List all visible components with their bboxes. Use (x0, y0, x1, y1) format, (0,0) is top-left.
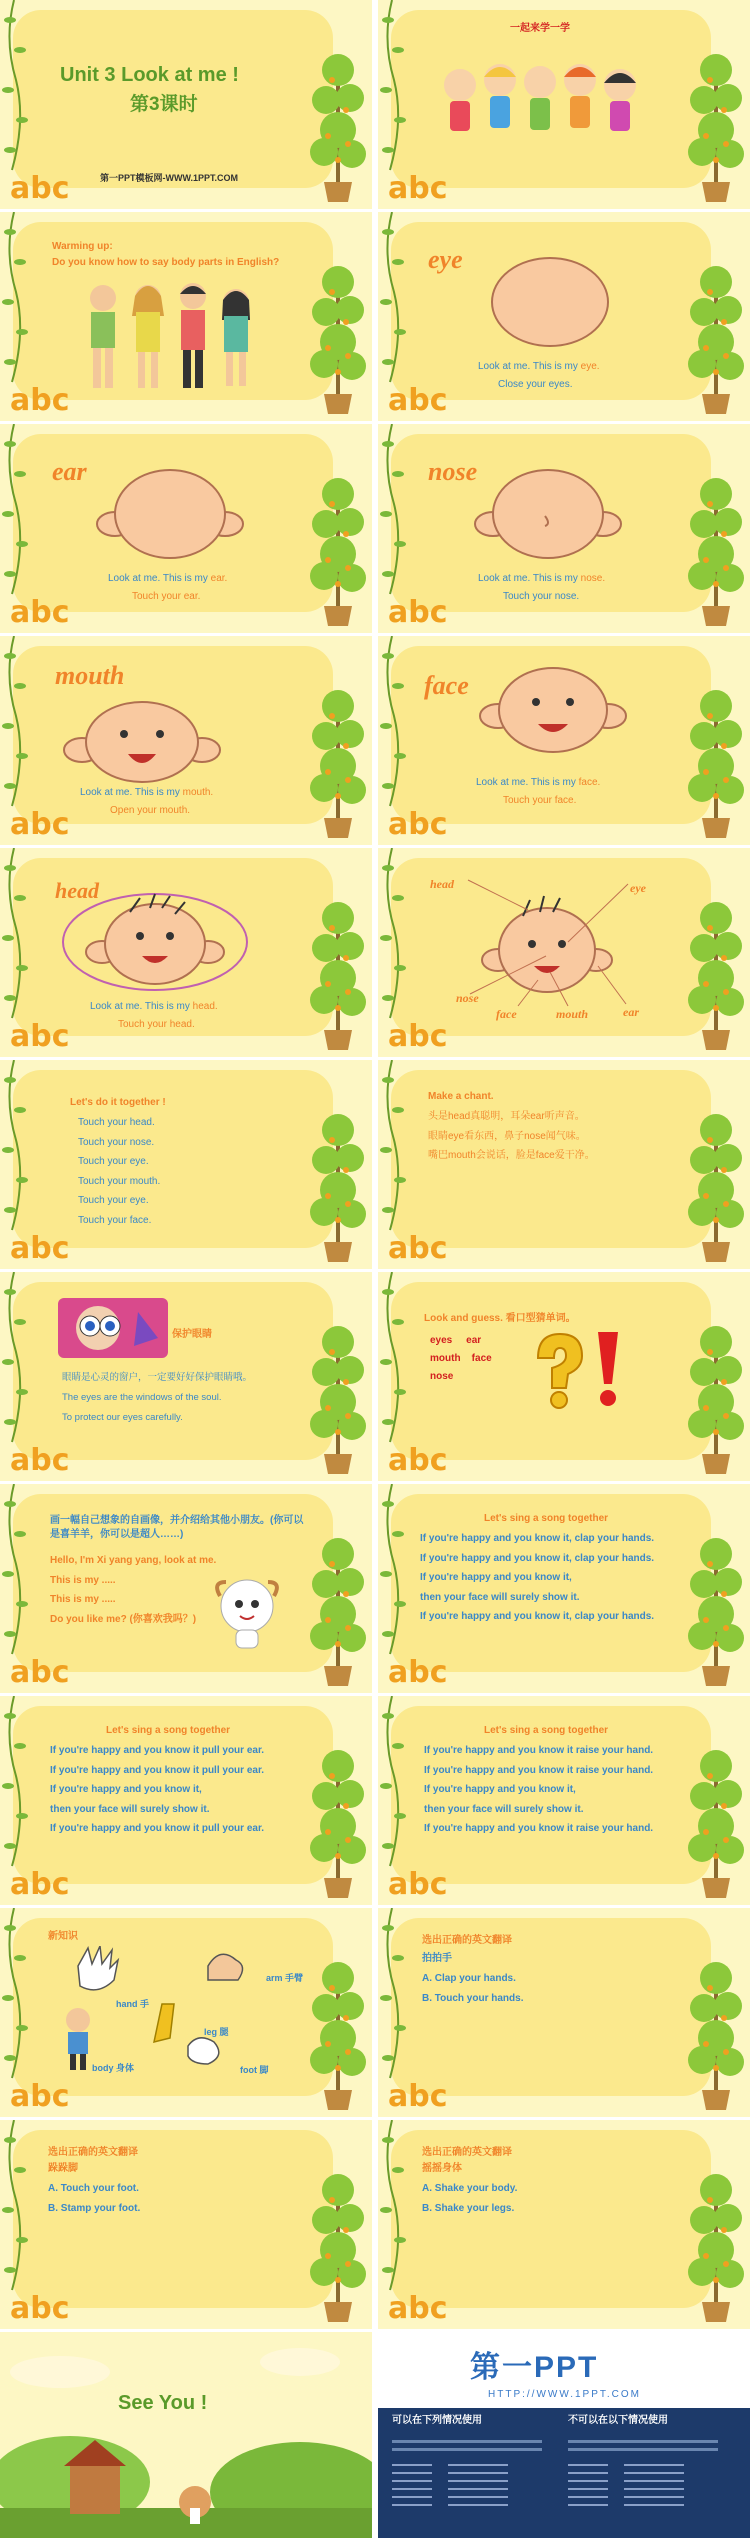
lyric-line: If you're happy and you know it raise your hand. (424, 1823, 654, 1834)
abc-decoration (8, 1652, 78, 1688)
guess-words-row-1: eyes ear (430, 1335, 482, 1346)
option-a[interactable]: A. Touch your foot. (48, 2183, 139, 2194)
vocab-word: mouth (55, 661, 125, 690)
slide-title: 选出正确的英文翻译 (422, 2147, 512, 2158)
label-eye: eye (630, 881, 646, 895)
foot-label: foot 脚 (240, 2065, 269, 2075)
abc-decoration (8, 592, 78, 628)
smiling-face-illustration (478, 664, 628, 764)
svg-text:abc: abc (10, 2291, 70, 2324)
abc-decoration (8, 1228, 78, 1264)
sentence-line: Look at me. This is my eye. (478, 361, 600, 372)
slide-18[interactable] (378, 1696, 750, 1905)
svg-text:abc: abc (10, 383, 70, 416)
vocab-word: face (424, 671, 469, 700)
chant-line: 头是head真聪明，耳朵ear听声音。 (428, 1111, 585, 1122)
abc-decoration (386, 1864, 456, 1900)
lyric-line: If you're happy and you know it, clap your hands. (420, 1611, 655, 1622)
slide-2[interactable] (378, 0, 750, 209)
lyric-line: If you're happy and you know it pull your ear. (50, 1823, 265, 1834)
option-b[interactable]: B. Touch your hands. (422, 1993, 524, 2004)
vocab-word: head (55, 878, 99, 903)
allowed-heading: 可以在下列情况使用 (392, 2415, 482, 2426)
intro-lines (50, 1554, 216, 1632)
instruction-line: Close your eyes. (498, 379, 573, 390)
tree-decoration (308, 252, 368, 417)
bald-face-illustration (488, 254, 612, 350)
sentence-line: Look at me. This is my face. (476, 777, 601, 788)
tree-decoration (308, 1948, 368, 2113)
song-lyrics (424, 1744, 653, 1842)
slide-17[interactable] (0, 1696, 372, 1905)
svg-text:abc: abc (10, 1019, 70, 1052)
slide-13[interactable] (0, 1272, 372, 1481)
boy-icon (66, 2008, 90, 2070)
abc-decoration (8, 804, 78, 840)
slide-9[interactable] (0, 848, 372, 1057)
abc-decoration (8, 2288, 78, 2324)
intro-line: Hello, I'm Xi yang yang, look at me. (50, 1555, 217, 1566)
footer-text: 第一PPT模板网-WWW.1PPT.COM (100, 173, 238, 183)
abc-decoration (386, 2288, 456, 2324)
slide-title: Let's do it together ! (70, 1097, 166, 1108)
svg-text:abc: abc (388, 383, 448, 416)
option-a[interactable]: A. Shake your body. (422, 2183, 518, 2194)
intro-line: Do you like me? (你喜欢我吗？) (50, 1613, 197, 1625)
slide-10[interactable] (378, 848, 750, 1057)
warmup-label: Warming up: (52, 241, 113, 252)
abc-decoration (386, 2076, 456, 2112)
tree-decoration (308, 676, 368, 841)
slide-1[interactable] (0, 0, 372, 209)
svg-text:abc: abc (388, 171, 448, 204)
list-item: Touch your nose. (78, 1136, 155, 1148)
arm-label: arm 手臂 (266, 1973, 304, 1983)
lesson-subtitle: 第3课时 (130, 94, 198, 115)
tree-decoration (308, 464, 368, 629)
list-item: Touch your mouth. (78, 1175, 161, 1187)
lyric-line: If you're happy and you know it raise your hand. (424, 1745, 654, 1756)
prompt-text: 跺跺脚 (48, 2163, 78, 2174)
tree-decoration (308, 2160, 368, 2325)
goodbye-title: See You ! (118, 2392, 208, 2414)
text-line: 眼睛是心灵的窗户，一定要好好保护眼睛哦。 (62, 1372, 253, 1383)
warmup-question: Do you know how to say body parts in English? (52, 257, 280, 268)
site-logo: 第一PPT (470, 2351, 599, 2384)
svg-text:abc: abc (388, 1443, 448, 1476)
list-item: Touch your face. (78, 1214, 152, 1226)
cartoon-girl-illustration (58, 1298, 168, 1358)
leg-icon (154, 2004, 174, 2042)
vocab-word: eye (428, 245, 463, 274)
tree-decoration (686, 1948, 746, 2113)
hand-icon (78, 1946, 118, 1990)
face-with-ears-illustration (95, 466, 245, 562)
tree-decoration (686, 1524, 746, 1689)
tree-decoration (308, 40, 368, 205)
svg-text:abc: abc (10, 1231, 70, 1264)
chant-lines (428, 1110, 595, 1169)
instruction-line: Touch your head. (118, 1019, 195, 1030)
leg-label: leg 腿 (204, 2027, 229, 2037)
text-line: The eyes are the windows of the soul. (62, 1392, 222, 1403)
abc-decoration (8, 1440, 78, 1476)
slide-5[interactable] (0, 424, 372, 633)
tree-decoration (308, 1736, 368, 1901)
slide-20[interactable] (378, 1908, 750, 2117)
label-face: face (496, 1007, 517, 1021)
site-url[interactable]: HTTP://WWW.1PPT.COM (488, 2389, 641, 2400)
label-head: head (430, 877, 454, 891)
svg-text:abc: abc (10, 1655, 70, 1688)
slide-22[interactable] (378, 2120, 750, 2329)
head-circled-illustration (60, 884, 250, 994)
svg-text:abc: abc (388, 1867, 448, 1900)
lyric-line: If you're happy and you know it, (50, 1784, 202, 1795)
svg-text:abc: abc (388, 2291, 448, 2324)
children-illustration (78, 276, 258, 396)
text-line: To protect our eyes carefully. (62, 1412, 183, 1423)
svg-text:abc: abc (10, 171, 70, 204)
hand-label: hand 手 (116, 1999, 149, 2009)
svg-text:abc: abc (388, 1655, 448, 1688)
abc-decoration (386, 168, 456, 204)
chant-line: 眼睛eye看东西，鼻子nose闻气味。 (428, 1130, 586, 1142)
tree-decoration (308, 1100, 368, 1265)
tree-decoration (686, 1100, 746, 1265)
tree-decoration (308, 1524, 368, 1689)
svg-text:abc: abc (10, 2079, 70, 2112)
svg-text:abc: abc (388, 1231, 448, 1264)
option-b[interactable]: B. Stamp your foot. (48, 2203, 141, 2214)
slide-title: Let's sing a song together (484, 1513, 609, 1524)
slide-14[interactable] (378, 1272, 750, 1481)
lyric-line: If you're happy and you know it pull your ear. (50, 1764, 265, 1776)
slide-12[interactable] (378, 1060, 750, 1269)
lyric-line: then your face will surely show it. (420, 1591, 580, 1603)
lyric-line: then your face will surely show it. (50, 1803, 210, 1815)
lyric-line: If you're happy and you know it, clap your hands. (420, 1533, 655, 1544)
list-item: Touch your eye. (78, 1195, 149, 1206)
intro-line: This is my ..... (50, 1574, 116, 1586)
kids-illustration (440, 55, 640, 145)
prompt-text: 拍拍手 (422, 1953, 452, 1964)
tree-decoration (686, 676, 746, 841)
lyric-line: If you're happy and you know it, clap your hands. (420, 1552, 655, 1564)
svg-text:abc: abc (10, 1867, 70, 1900)
chant-line: 嘴巴mouth会说话，脸是face爱干净。 (428, 1150, 595, 1161)
tree-decoration (686, 888, 746, 1053)
svg-text:abc: abc (10, 807, 70, 840)
abc-decoration (8, 168, 78, 204)
fine-print-lines (388, 2436, 740, 2532)
question-exclamation-icon (518, 1328, 628, 1418)
svg-text:abc: abc (388, 1019, 448, 1052)
abc-decoration (386, 1652, 456, 1688)
instruction-line: Touch your face. (503, 795, 577, 806)
instruction-line: Open your mouth. (110, 805, 191, 816)
face-with-mouth-illustration (62, 698, 222, 798)
slide-title: 画一幅自己想象的自画像，并介绍给其他小朋友。(你可以是喜羊羊，你可以是超人……) (50, 1515, 304, 1540)
slide-24[interactable] (378, 2332, 750, 2538)
abc-decoration (386, 804, 456, 840)
lyric-line: then your face will surely show it. (424, 1803, 584, 1815)
action-list (78, 1116, 160, 1233)
lyric-line: If you're happy and you know it raise your hand. (424, 1764, 654, 1776)
svg-text:abc: abc (388, 807, 448, 840)
intro-line: This is my ..... (50, 1594, 116, 1605)
slide-3[interactable] (0, 212, 372, 421)
sentence-line: Look at me. This is my head. (90, 1001, 218, 1012)
slide-title: 保护眼睛 (172, 1329, 212, 1340)
abc-decoration (8, 1016, 78, 1052)
tree-decoration (308, 888, 368, 1053)
slide-title: Look and guess. 看口型猜单词。 (424, 1313, 576, 1324)
option-b[interactable]: B. Shake your legs. (422, 2203, 515, 2214)
lesson-title: Unit 3 Look at me ! (60, 64, 239, 86)
label-nose: nose (456, 991, 479, 1005)
abc-decoration (386, 1228, 456, 1264)
slide-heading: 一起来学一学 (510, 23, 570, 34)
foot-icon (188, 2038, 219, 2064)
tree-decoration (308, 1312, 368, 1477)
slide-6[interactable] (378, 424, 750, 633)
abc-decoration (8, 380, 78, 416)
list-item: Touch your head. (78, 1117, 155, 1128)
sentence-line: Look at me. This is my nose. (478, 573, 606, 584)
slide-7[interactable] (0, 636, 372, 845)
guess-words-row-2: mouth face (430, 1353, 492, 1364)
info-panel (378, 2408, 750, 2538)
slide-card (13, 1070, 333, 1248)
slide-21[interactable] (0, 2120, 372, 2329)
sentence-line: Look at me. This is my ear. (108, 573, 228, 584)
instruction-line: Touch your nose. (503, 591, 580, 602)
forbidden-heading: 不可以在以下情况使用 (568, 2415, 668, 2426)
slide-title: Let's sing a song together (484, 1725, 609, 1736)
tree-decoration (686, 252, 746, 417)
instruction-line: Touch your ear. (132, 591, 201, 602)
prompt-text: 摇摇身体 (422, 2163, 462, 2174)
song-lyrics (420, 1532, 654, 1630)
svg-text:abc: abc (10, 595, 70, 628)
tree-decoration (686, 464, 746, 629)
slide-title: Make a chant. (428, 1091, 494, 1102)
tree-decoration (686, 40, 746, 205)
vocab-word: nose (428, 457, 478, 486)
slide-23[interactable] (0, 2332, 372, 2538)
lyric-line: If you're happy and you know it, (424, 1784, 576, 1795)
svg-text:abc: abc (10, 1443, 70, 1476)
abc-decoration (8, 2076, 78, 2112)
slide-11[interactable] (0, 1060, 372, 1269)
body-label: body 身体 (92, 2063, 134, 2073)
slide-16[interactable] (378, 1484, 750, 1693)
song-lyrics (50, 1744, 264, 1842)
lyric-line: If you're happy and you know it, (420, 1572, 572, 1583)
sheep-illustration (212, 1572, 282, 1652)
slide-title: 选出正确的英文翻译 (422, 1935, 512, 1946)
slide-4[interactable] (378, 212, 750, 421)
sentence-line: Look at me. This is my mouth. (80, 787, 214, 798)
abc-decoration (386, 1440, 456, 1476)
slide-title: 选出正确的英文翻译 (48, 2147, 138, 2158)
abc-decoration (8, 1864, 78, 1900)
slide-8[interactable] (378, 636, 750, 845)
abc-decoration (386, 380, 456, 416)
slide-19[interactable] (0, 1908, 372, 2117)
lyric-line: If you're happy and you know it pull your ear. (50, 1745, 265, 1756)
slide-15[interactable] (0, 1484, 372, 1693)
svg-text:abc: abc (388, 2079, 448, 2112)
arm-icon (208, 1954, 243, 1980)
option-a[interactable]: A. Clap your hands. (422, 1973, 516, 1984)
vocab-word: ear (52, 457, 87, 486)
guess-words-row-3: nose (430, 1371, 454, 1382)
svg-text:abc: abc (388, 595, 448, 628)
list-item: Touch your eye. (78, 1156, 149, 1167)
abc-decoration (386, 1016, 456, 1052)
slide-title: 新知识 (48, 1931, 78, 1942)
farm-scene-illustration (0, 2332, 372, 2538)
abc-decoration (386, 592, 456, 628)
tree-decoration (686, 2160, 746, 2325)
label-mouth: mouth (556, 1007, 589, 1021)
label-ear: ear (623, 1005, 639, 1019)
tree-decoration (686, 1312, 746, 1477)
slide-title: Let's sing a song together (106, 1725, 231, 1736)
tree-decoration (686, 1736, 746, 1901)
face-with-nose-illustration (473, 466, 623, 562)
